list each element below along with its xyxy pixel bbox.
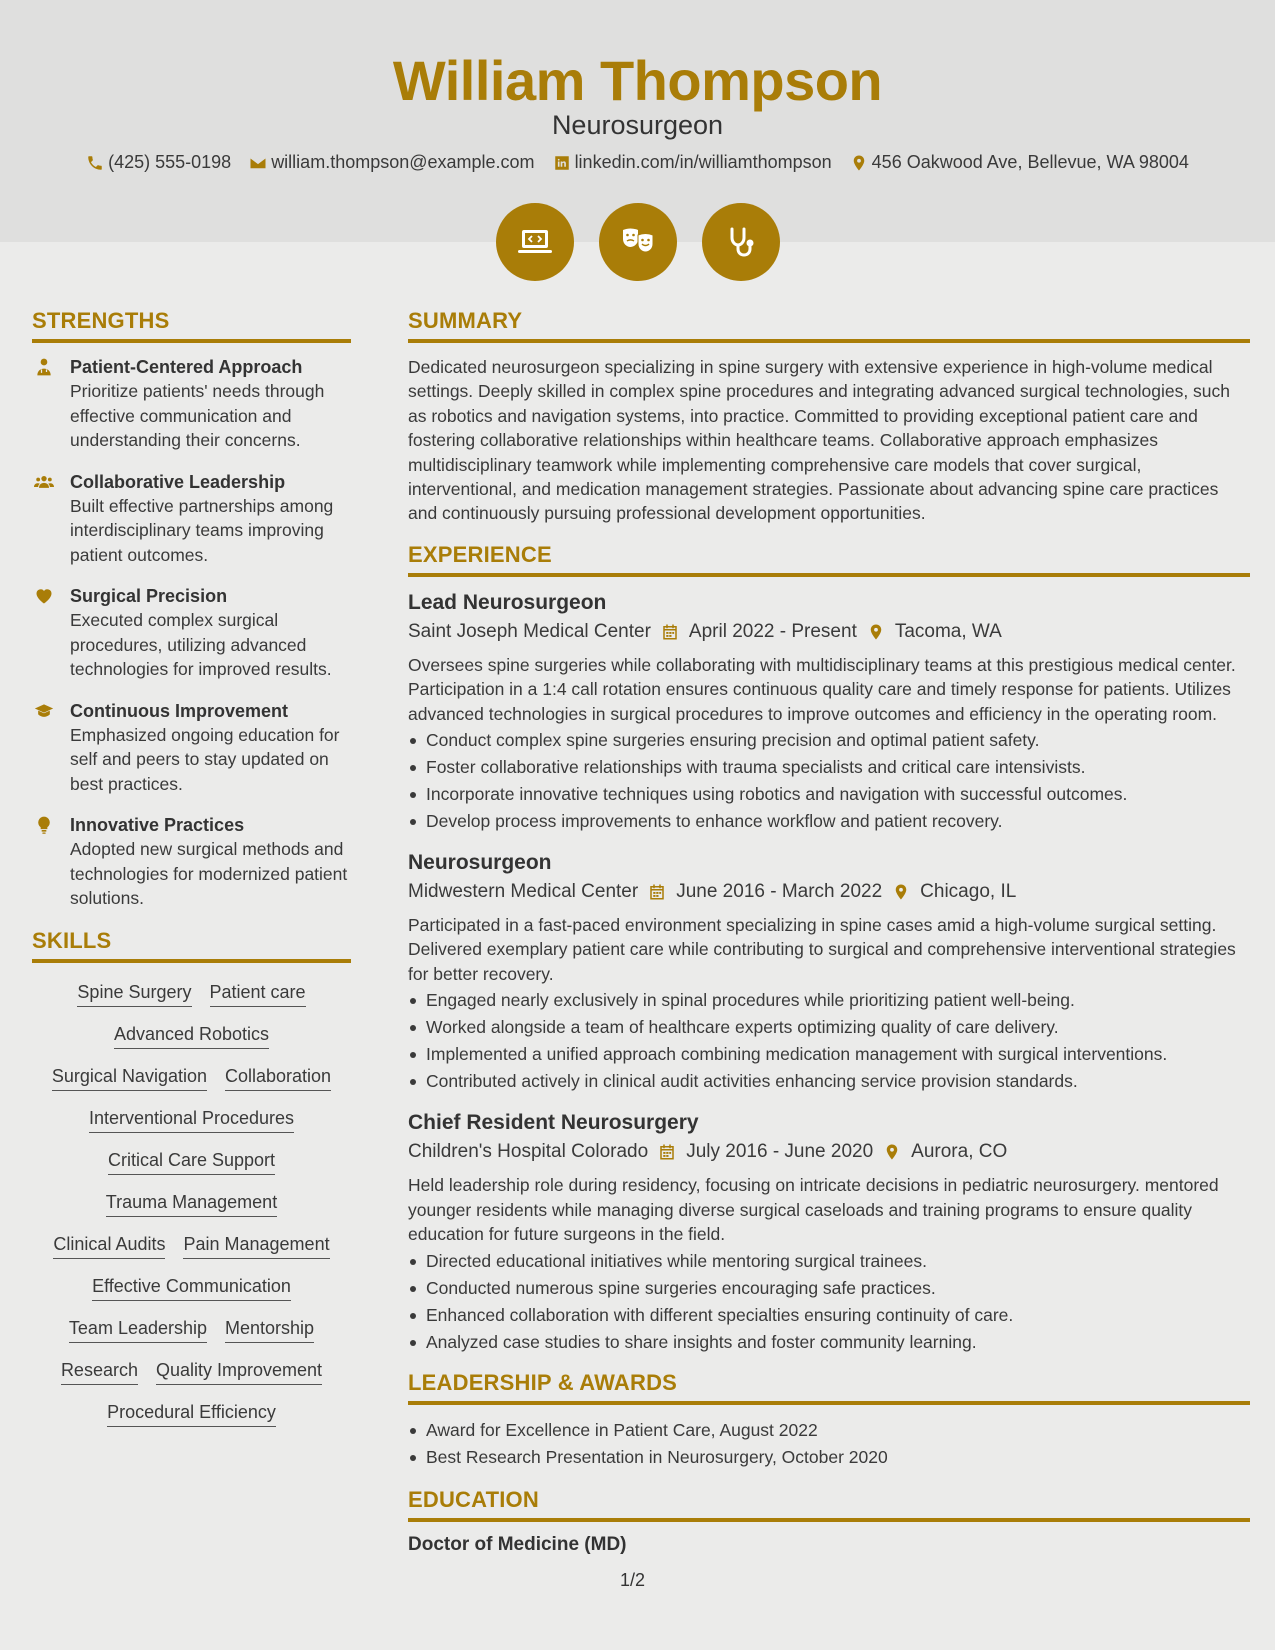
job-bullet: Contributed actively in clinical audit activities enhancing service provision standards. bbox=[408, 1068, 1250, 1095]
theater-masks-badge bbox=[599, 203, 677, 281]
skills-row bbox=[32, 1023, 351, 1049]
address-text: 456 Oakwood Ave, Bellevue, WA 98004 bbox=[871, 152, 1189, 172]
awards-heading: LEADERSHIP & AWARDS bbox=[408, 1370, 1250, 1405]
theater-masks-icon bbox=[618, 222, 658, 262]
job-employer: Children's Hospital Colorado bbox=[408, 1141, 649, 1163]
awards-list bbox=[408, 1417, 1250, 1471]
skills-row bbox=[32, 1065, 351, 1091]
skills-row bbox=[32, 1107, 351, 1133]
job-employer: Saint Joseph Medical Center bbox=[408, 620, 651, 642]
job-description: Participated in a fast-paced environment specializing in spine cases amid a high-volume surgical setting. Delivered exemplary patient care while contributing to surgical and comprehensive interventional strategies for better recovery. bbox=[408, 915, 1236, 984]
job-dates: June 2016 - March 2022 bbox=[676, 881, 883, 903]
users-icon bbox=[34, 472, 54, 492]
left-column bbox=[32, 308, 351, 1443]
experience-heading: EXPERIENCE bbox=[408, 542, 1250, 577]
job-title: Lead Neurosurgeon bbox=[408, 590, 607, 614]
envelope-icon bbox=[249, 154, 267, 172]
skill-tag: Interventional Procedures bbox=[89, 1107, 294, 1133]
award-item: Best Research Presentation in Neurosurgery, October 2020 bbox=[408, 1444, 1250, 1471]
job-description: Oversees spine surgeries while collaborating with multidisciplinary teams at this prestigious medical center. Participation in a 1:4 call rotation ensures continuous quality care and timely response for patients. Utilizes advanced technologies in surgical procedures to improve outcomes and efficiency in the operating room. bbox=[408, 654, 1236, 724]
skill-tag: Surgical Navigation bbox=[52, 1065, 207, 1091]
page-number: 1/2 bbox=[620, 1570, 646, 1590]
job-bullet: Incorporate innovative techniques using robotics and navigation with successful outcomes. bbox=[408, 781, 1250, 808]
user-doctor-icon bbox=[34, 357, 54, 377]
linkedin-text: linkedin.com/in/williamthompson bbox=[574, 152, 832, 172]
skills-row bbox=[32, 1317, 351, 1343]
strength-item bbox=[32, 699, 351, 797]
strength-desc: Adopted new surgical methods and technologies for modernized patient solutions. bbox=[70, 839, 348, 908]
skills-row bbox=[32, 1233, 351, 1259]
calendar-icon bbox=[648, 883, 666, 901]
strength-item bbox=[32, 813, 351, 911]
strength-desc: Executed complex surgical procedures, utilizing advanced technologies for improved results. bbox=[70, 610, 332, 679]
education-heading: EDUCATION bbox=[408, 1487, 1250, 1522]
contact-linkedin[interactable] bbox=[553, 152, 832, 173]
job-bullet: Conducted numerous spine surgeries encouraging safe practices. bbox=[408, 1275, 1250, 1302]
strength-item bbox=[32, 584, 351, 682]
job-location: Tacoma, WA bbox=[894, 620, 1002, 642]
summary-text: Dedicated neurosurgeon specializing in spine surgery with extensive experience in high-volume medical settings. Deeply skilled in complex spine procedures and integrating advanced surgical technologies, such as robotics and navigation systems, into practice. Committed to providing exceptional patient care and fostering collaborative relationships within healthcare teams. Collaborative approach emphasizes multidisciplinary teamwork while implementing comprehensive care models that cover surgical, interventional, and medication management strategies. Passionate about advancing spine care practices and continuously pursuing professional development opportunities. bbox=[408, 357, 1231, 524]
calendar-icon bbox=[661, 623, 679, 641]
laptop-code-badge bbox=[496, 203, 574, 281]
contact-email[interactable] bbox=[249, 152, 534, 173]
education-degree: Doctor of Medicine (MD) bbox=[408, 1533, 627, 1555]
phone-icon bbox=[86, 154, 104, 172]
job-entry bbox=[408, 1109, 1250, 1355]
job-dates: April 2022 - Present bbox=[688, 620, 857, 642]
job-bullet: Engaged nearly exclusively in spinal procedures while prioritizing patient well-being. bbox=[408, 987, 1250, 1014]
stethoscope-icon bbox=[721, 222, 761, 262]
job-entry bbox=[408, 589, 1250, 835]
skill-tag: Quality Improvement bbox=[156, 1359, 322, 1385]
strength-title: Surgical Precision bbox=[70, 586, 228, 606]
skill-tag: Critical Care Support bbox=[108, 1149, 275, 1175]
strength-title: Innovative Practices bbox=[70, 815, 245, 835]
skills-row bbox=[32, 1149, 351, 1175]
job-meta bbox=[408, 617, 1250, 647]
job-meta bbox=[408, 877, 1250, 907]
skill-tag: Advanced Robotics bbox=[114, 1023, 269, 1049]
job-location: Chicago, IL bbox=[920, 881, 1017, 903]
right-column bbox=[408, 308, 1250, 1556]
skills-heading: SKILLS bbox=[32, 928, 351, 963]
skill-tag: Mentorship bbox=[225, 1317, 314, 1343]
experience-list bbox=[408, 589, 1250, 1356]
heart-icon bbox=[34, 586, 54, 606]
job-title: Chief Resident Neurosurgery bbox=[408, 1111, 699, 1135]
job-entry bbox=[408, 849, 1250, 1095]
stethoscope-badge bbox=[702, 203, 780, 281]
contact-phone[interactable] bbox=[86, 152, 231, 173]
phone-text: (425) 555-0198 bbox=[108, 152, 232, 172]
skills-row bbox=[32, 981, 351, 1007]
strength-title: Collaborative Leadership bbox=[70, 471, 286, 492]
job-bullet: Directed educational initiatives while mentoring surgical trainees. bbox=[408, 1248, 1250, 1275]
map-marker-icon bbox=[850, 154, 868, 172]
skill-tag: Collaboration bbox=[225, 1065, 331, 1091]
email-text: william.thompson@example.com bbox=[271, 152, 535, 172]
job-bullet: Foster collaborative relationships with trauma specialists and critical care intensivists. bbox=[408, 754, 1250, 781]
map-marker-icon bbox=[892, 883, 910, 901]
strength-item bbox=[32, 470, 351, 568]
job-dates: July 2016 - June 2020 bbox=[686, 1141, 874, 1163]
strength-desc: Emphasized ongoing education for self and peers to stay updated on best practices. bbox=[70, 724, 340, 794]
strengths-heading: STRENGTHS bbox=[32, 308, 351, 343]
job-title: Neurosurgeon bbox=[408, 851, 552, 875]
job-bullets bbox=[408, 987, 1250, 1095]
job-meta bbox=[408, 1137, 1250, 1167]
laptop-code-icon bbox=[515, 222, 555, 262]
linkedin-icon bbox=[553, 154, 571, 172]
skill-tag: Procedural Efficiency bbox=[107, 1401, 276, 1427]
job-description: Held leadership role during residency, focusing on intricate decisions in pediatric neurosurgery. mentored younger residents while managing diverse surgical caseloads and training programs to ensure quality education for future surgeons in the field. bbox=[408, 1175, 1219, 1245]
job-location: Aurora, CO bbox=[911, 1141, 1008, 1163]
skill-tag: Team Leadership bbox=[69, 1317, 207, 1343]
strength-item bbox=[32, 355, 351, 453]
skill-tag: Trauma Management bbox=[106, 1191, 277, 1217]
job-employer: Midwestern Medical Center bbox=[408, 881, 639, 903]
badge-row bbox=[0, 203, 1275, 281]
job-bullet: Enhanced collaboration with different specialties ensuring continuity of care. bbox=[408, 1302, 1250, 1329]
calendar-icon bbox=[658, 1143, 676, 1161]
skill-tag: Research bbox=[61, 1359, 138, 1385]
job-title: Neurosurgeon bbox=[551, 110, 724, 140]
job-bullets bbox=[408, 1248, 1250, 1356]
skill-tag: Effective Communication bbox=[92, 1275, 291, 1301]
summary-heading: SUMMARY bbox=[408, 308, 1250, 343]
map-marker-icon bbox=[867, 623, 885, 641]
job-bullet: Analyzed case studies to share insights and foster community learning. bbox=[408, 1329, 1250, 1356]
skill-tag: Pain Management bbox=[183, 1233, 329, 1259]
job-bullet: Worked alongside a team of healthcare experts optimizing quality of care delivery. bbox=[408, 1014, 1250, 1041]
job-bullets bbox=[408, 727, 1250, 835]
contact-bar bbox=[0, 152, 1275, 173]
job-bullet: Develop process improvements to enhance workflow and patient recovery. bbox=[408, 808, 1250, 835]
contact-address bbox=[850, 152, 1189, 173]
award-item: Award for Excellence in Patient Care, August 2022 bbox=[408, 1417, 1250, 1444]
job-bullet: Conduct complex spine surgeries ensuring precision and optimal patient safety. bbox=[408, 727, 1250, 754]
lightbulb-icon bbox=[34, 815, 54, 835]
skill-tag: Clinical Audits bbox=[53, 1233, 165, 1259]
strength-title: Continuous Improvement bbox=[70, 700, 289, 721]
map-marker-icon bbox=[883, 1143, 901, 1161]
skills-list bbox=[32, 975, 351, 1427]
skill-tag: Spine Surgery bbox=[77, 981, 191, 1007]
skills-row bbox=[32, 1401, 351, 1427]
skills-row bbox=[32, 1275, 351, 1301]
candidate-name: William Thompson bbox=[392, 49, 883, 112]
strength-title: Patient-Centered Approach bbox=[70, 357, 303, 377]
strength-desc: Prioritize patients' needs through effective communication and understanding their concerns. bbox=[70, 381, 325, 450]
skills-row bbox=[32, 1359, 351, 1385]
skill-tag: Patient care bbox=[210, 981, 306, 1007]
graduation-cap-icon bbox=[34, 701, 54, 721]
skills-row bbox=[32, 1191, 351, 1217]
strength-desc: Built effective partnerships among interdisciplinary teams improving patient outcomes. bbox=[70, 495, 334, 565]
job-bullet: Implemented a unified approach combining medication management with surgical interventions. bbox=[408, 1041, 1250, 1068]
